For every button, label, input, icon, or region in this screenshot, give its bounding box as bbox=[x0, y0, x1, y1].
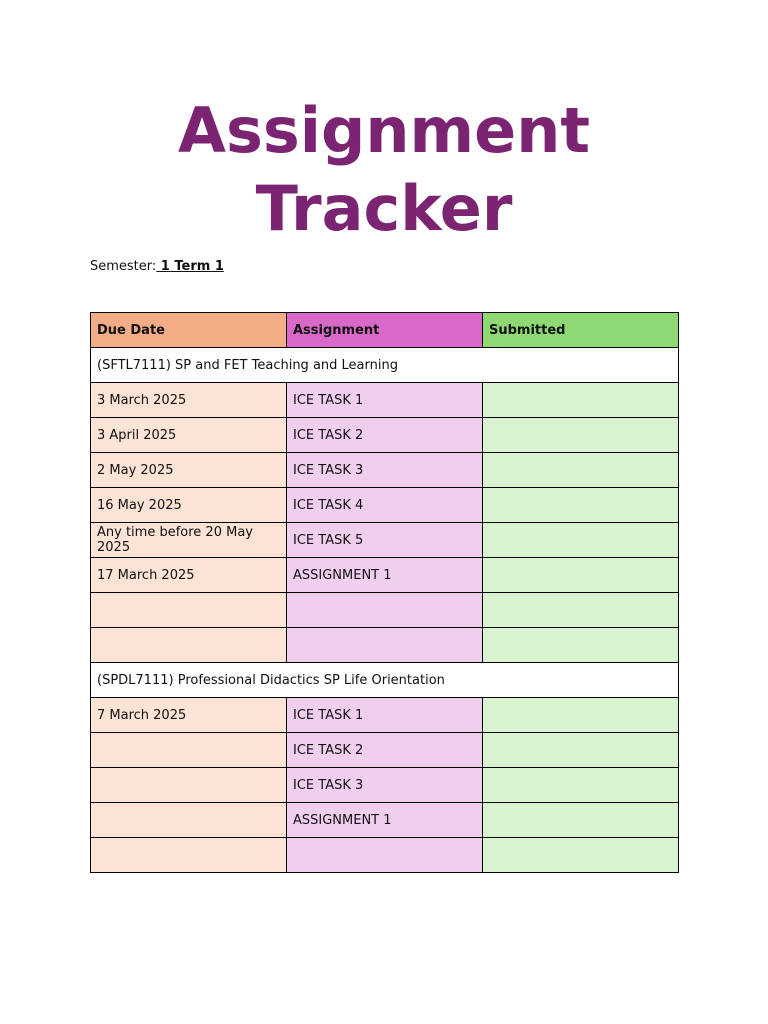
header-row bbox=[91, 313, 679, 348]
assignment-cell[interactable]: ASSIGNMENT 1 bbox=[287, 558, 483, 593]
table-row bbox=[91, 453, 679, 488]
due-date-cell[interactable] bbox=[91, 733, 287, 768]
due-date-cell[interactable] bbox=[91, 768, 287, 803]
submitted-cell[interactable] bbox=[483, 803, 679, 838]
submitted-cell[interactable] bbox=[483, 768, 679, 803]
submitted-cell[interactable] bbox=[483, 558, 679, 593]
table-row bbox=[91, 628, 679, 663]
section-title-spdl7111: (SPDL7111) Professional Didactics SP Life Orientation bbox=[91, 663, 679, 698]
section-title-sftl7111: (SFTL7111) SP and FET Teaching and Learning bbox=[91, 348, 679, 383]
semester-label: Semester: bbox=[90, 259, 157, 274]
submitted-cell[interactable] bbox=[483, 418, 679, 453]
semester-line bbox=[90, 258, 224, 275]
table-row bbox=[91, 803, 679, 838]
assignment-cell[interactable]: ICE TASK 2 bbox=[287, 733, 483, 768]
due-date-cell[interactable]: 3 March 2025 bbox=[91, 383, 287, 418]
section-row bbox=[91, 663, 679, 698]
assignment-cell[interactable] bbox=[287, 838, 483, 873]
due-date-cell[interactable]: 7 March 2025 bbox=[91, 698, 287, 733]
table-row bbox=[91, 488, 679, 523]
submitted-cell[interactable] bbox=[483, 698, 679, 733]
table-row bbox=[91, 733, 679, 768]
table-row bbox=[91, 768, 679, 803]
table-row bbox=[91, 593, 679, 628]
semester-value[interactable]: 1 Term 1 bbox=[156, 259, 224, 274]
section-row bbox=[91, 348, 679, 383]
due-date-cell[interactable] bbox=[91, 838, 287, 873]
submitted-cell[interactable] bbox=[483, 733, 679, 768]
submitted-cell[interactable] bbox=[483, 593, 679, 628]
assignment-cell[interactable]: ICE TASK 4 bbox=[287, 488, 483, 523]
due-date-cell[interactable]: 3 April 2025 bbox=[91, 418, 287, 453]
submitted-header: Submitted bbox=[483, 313, 679, 348]
table-row bbox=[91, 558, 679, 593]
assignment-table bbox=[90, 312, 679, 873]
due-date-cell[interactable]: Any time before 20 May 2025 bbox=[91, 523, 287, 558]
assignment-cell[interactable]: ICE TASK 1 bbox=[287, 383, 483, 418]
due-date-cell[interactable] bbox=[91, 593, 287, 628]
submitted-cell[interactable] bbox=[483, 838, 679, 873]
table-row bbox=[91, 838, 679, 873]
title-line-1: Assignment bbox=[178, 94, 590, 167]
submitted-cell[interactable] bbox=[483, 488, 679, 523]
table-row bbox=[91, 418, 679, 453]
due-date-cell[interactable]: 16 May 2025 bbox=[91, 488, 287, 523]
assignment-cell[interactable] bbox=[287, 593, 483, 628]
assignment-cell[interactable]: ICE TASK 1 bbox=[287, 698, 483, 733]
submitted-cell[interactable] bbox=[483, 453, 679, 488]
assignment-cell[interactable]: ASSIGNMENT 1 bbox=[287, 803, 483, 838]
table-row bbox=[91, 698, 679, 733]
submitted-cell[interactable] bbox=[483, 628, 679, 663]
assignment-cell[interactable]: ICE TASK 2 bbox=[287, 418, 483, 453]
due-date-cell[interactable]: 2 May 2025 bbox=[91, 453, 287, 488]
submitted-cell[interactable] bbox=[483, 383, 679, 418]
due-date-header: Due Date bbox=[91, 313, 287, 348]
due-date-cell[interactable] bbox=[91, 628, 287, 663]
table-row bbox=[91, 523, 679, 558]
assignment-cell[interactable]: ICE TASK 5 bbox=[287, 523, 483, 558]
submitted-cell[interactable] bbox=[483, 523, 679, 558]
page-title bbox=[0, 92, 768, 248]
assignment-cell[interactable]: ICE TASK 3 bbox=[287, 453, 483, 488]
due-date-cell[interactable]: 17 March 2025 bbox=[91, 558, 287, 593]
due-date-cell[interactable] bbox=[91, 803, 287, 838]
assignment-header: Assignment bbox=[287, 313, 483, 348]
table-row bbox=[91, 383, 679, 418]
assignment-cell[interactable] bbox=[287, 628, 483, 663]
assignment-cell[interactable]: ICE TASK 3 bbox=[287, 768, 483, 803]
title-line-2: Tracker bbox=[255, 172, 513, 245]
